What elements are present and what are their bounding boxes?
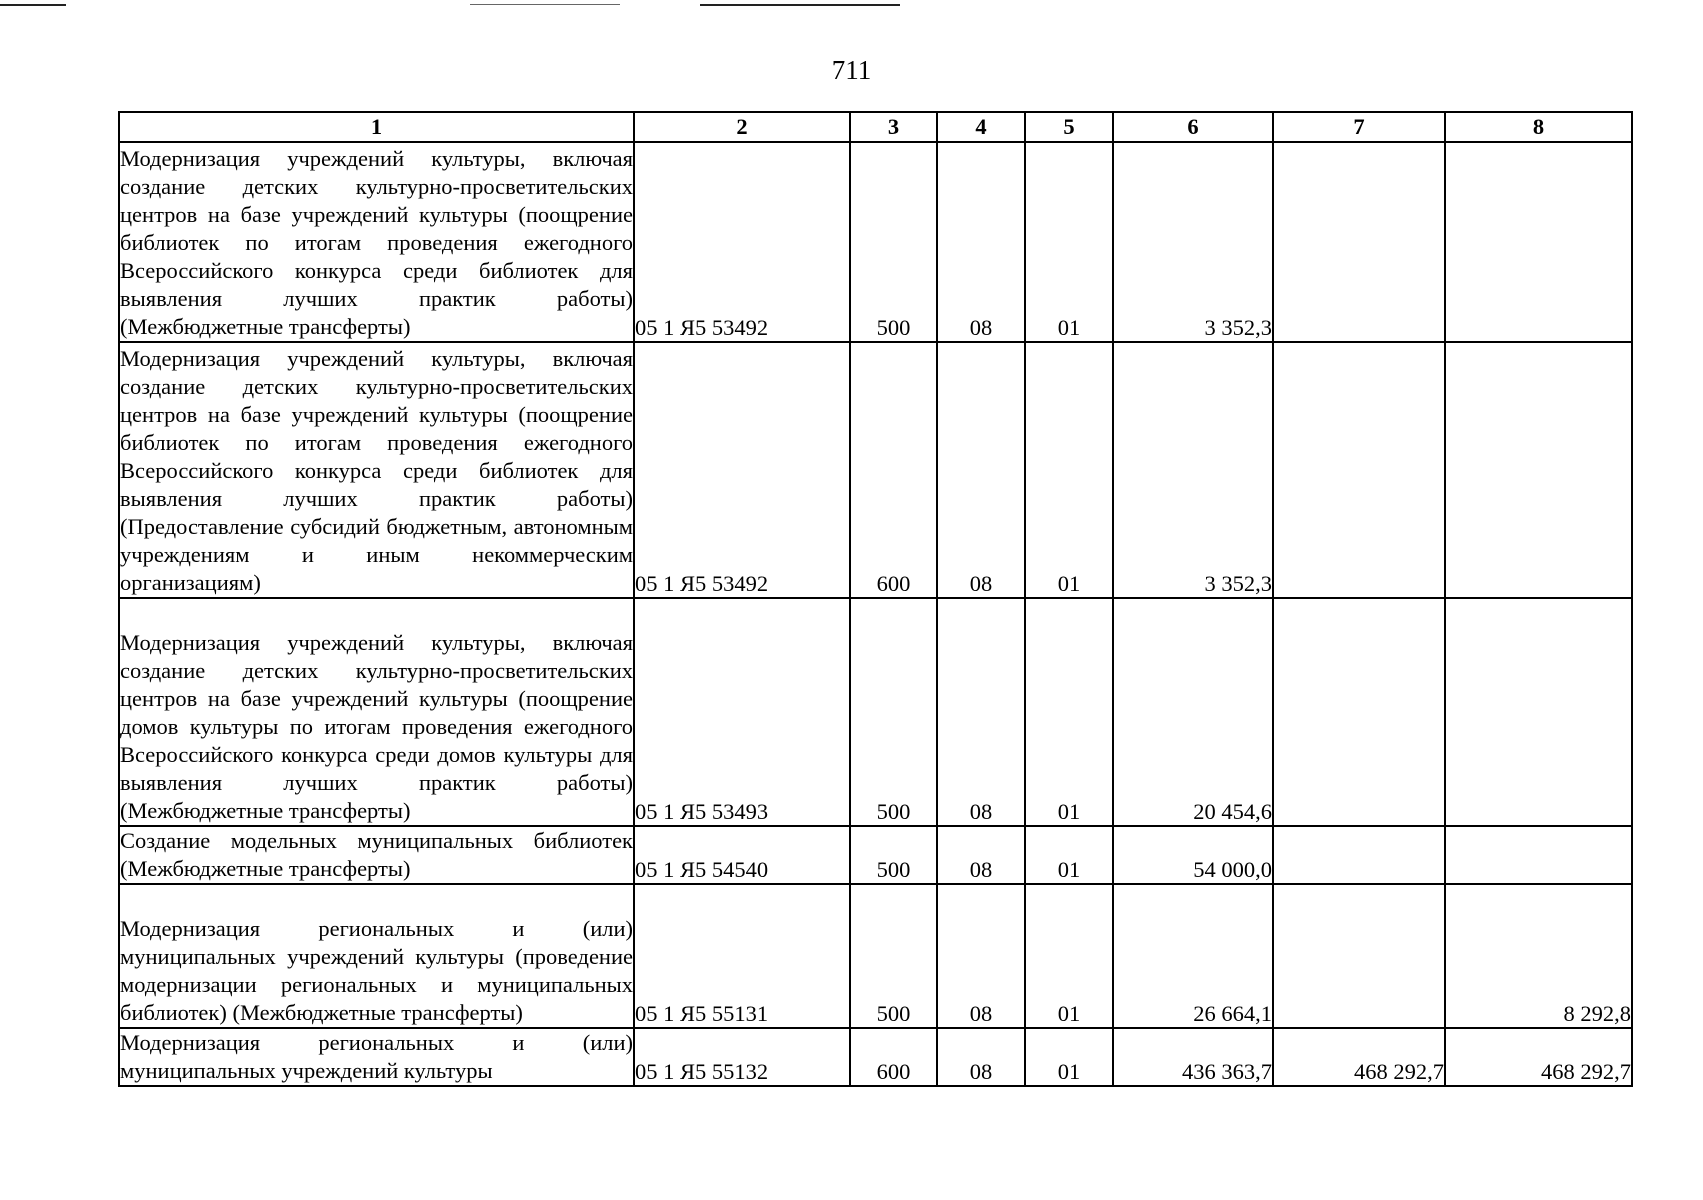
- table-row: [119, 884, 1632, 1028]
- row-type-code: 500: [850, 826, 937, 884]
- table-row: [119, 142, 1632, 342]
- row-type-code: 600: [850, 342, 937, 598]
- row-subsection-code: 01: [1025, 142, 1113, 342]
- row-code: 05 1 Я5 55131: [634, 884, 850, 1028]
- row-amount-col7: 468 292,7: [1273, 1028, 1445, 1086]
- row-amount-col7: [1273, 826, 1445, 884]
- table-row: [119, 342, 1632, 598]
- column-header: 5: [1025, 112, 1113, 142]
- row-subsection-code: 01: [1025, 342, 1113, 598]
- row-code: 05 1 Я5 53493: [634, 598, 850, 826]
- row-amount-col6: 26 664,1: [1113, 884, 1273, 1028]
- row-description: Модернизация учреждений культуры, включая создание детских культурно-просветительских центров на базе учреждений культуры (поощрение библиотек по итогам проведения ежегодного Всероссийского конкурса среди библиотек для выявления лучших практик работы) (Межбюджетные трансферты): [119, 142, 634, 342]
- row-code: 05 1 Я5 54540: [634, 826, 850, 884]
- row-type-code: 600: [850, 1028, 937, 1086]
- row-amount-col6: 20 454,6: [1113, 598, 1273, 826]
- table-row: [119, 598, 1632, 826]
- row-amount-col8: [1445, 142, 1632, 342]
- header-row: [119, 112, 1632, 142]
- column-header: 7: [1273, 112, 1445, 142]
- table-row: [119, 826, 1632, 884]
- row-type-code: 500: [850, 598, 937, 826]
- row-section-code: 08: [937, 1028, 1025, 1086]
- budget-table: [118, 111, 1633, 1087]
- row-subsection-code: 01: [1025, 826, 1113, 884]
- table-row: [119, 1028, 1632, 1086]
- row-amount-col6: 3 352,3: [1113, 142, 1273, 342]
- row-amount-col8: [1445, 342, 1632, 598]
- row-amount-col6: 3 352,3: [1113, 342, 1273, 598]
- page-number: 711: [831, 55, 872, 85]
- row-amount-col6: 54 000,0: [1113, 826, 1273, 884]
- column-header: 2: [634, 112, 850, 142]
- row-amount-col7: [1273, 342, 1445, 598]
- row-amount-col7: [1273, 142, 1445, 342]
- row-subsection-code: 01: [1025, 598, 1113, 826]
- column-header: 6: [1113, 112, 1273, 142]
- row-section-code: 08: [937, 598, 1025, 826]
- row-type-code: 500: [850, 884, 937, 1028]
- scan-artifact-line: [700, 4, 900, 6]
- column-header: 8: [1445, 112, 1632, 142]
- row-amount-col7: [1273, 598, 1445, 826]
- row-amount-col8: [1445, 598, 1632, 826]
- row-description: Модернизация региональных и (или) муниципальных учреждений культуры (проведение модернизации региональных и муниципальных библиотек) (Межбюджетные трансферты): [119, 884, 634, 1028]
- row-amount-col6: 436 363,7: [1113, 1028, 1273, 1086]
- scan-artifact-line: [0, 4, 66, 6]
- row-amount-col8: [1445, 826, 1632, 884]
- row-description: Модернизация учреждений культуры, включая создание детских культурно-просветительских центров на базе учреждений культуры (поощрение домов культуры по итогам проведения ежегодного Всероссийского конкурса среди домов культуры для выявления лучших практик работы) (Межбюджетные трансферты): [119, 598, 634, 826]
- row-section-code: 08: [937, 826, 1025, 884]
- column-header: 3: [850, 112, 937, 142]
- row-section-code: 08: [937, 142, 1025, 342]
- row-amount-col8: 8 292,8: [1445, 884, 1632, 1028]
- row-amount-col8: 468 292,7: [1445, 1028, 1632, 1086]
- row-code: 05 1 Я5 53492: [634, 342, 850, 598]
- row-code: 05 1 Я5 55132: [634, 1028, 850, 1086]
- column-header: 1: [119, 112, 634, 142]
- row-amount-col7: [1273, 884, 1445, 1028]
- row-description: Модернизация региональных и (или) муниципальных учреждений культуры: [119, 1028, 634, 1086]
- row-subsection-code: 01: [1025, 884, 1113, 1028]
- row-type-code: 500: [850, 142, 937, 342]
- row-description: Создание модельных муниципальных библиотек (Межбюджетные трансферты): [119, 826, 634, 884]
- row-section-code: 08: [937, 342, 1025, 598]
- scan-artifact-line: [470, 4, 620, 5]
- row-description: Модернизация учреждений культуры, включая создание детских культурно-просветительских центров на базе учреждений культуры (поощрение библиотек по итогам проведения ежегодного Всероссийского конкурса среди библиотек для выявления лучших практик работы) (Предоставление субсидий бюджетным, автономным учреждениям и иным некоммерческим организациям): [119, 342, 634, 598]
- row-subsection-code: 01: [1025, 1028, 1113, 1086]
- row-section-code: 08: [937, 884, 1025, 1028]
- row-code: 05 1 Я5 53492: [634, 142, 850, 342]
- column-header: 4: [937, 112, 1025, 142]
